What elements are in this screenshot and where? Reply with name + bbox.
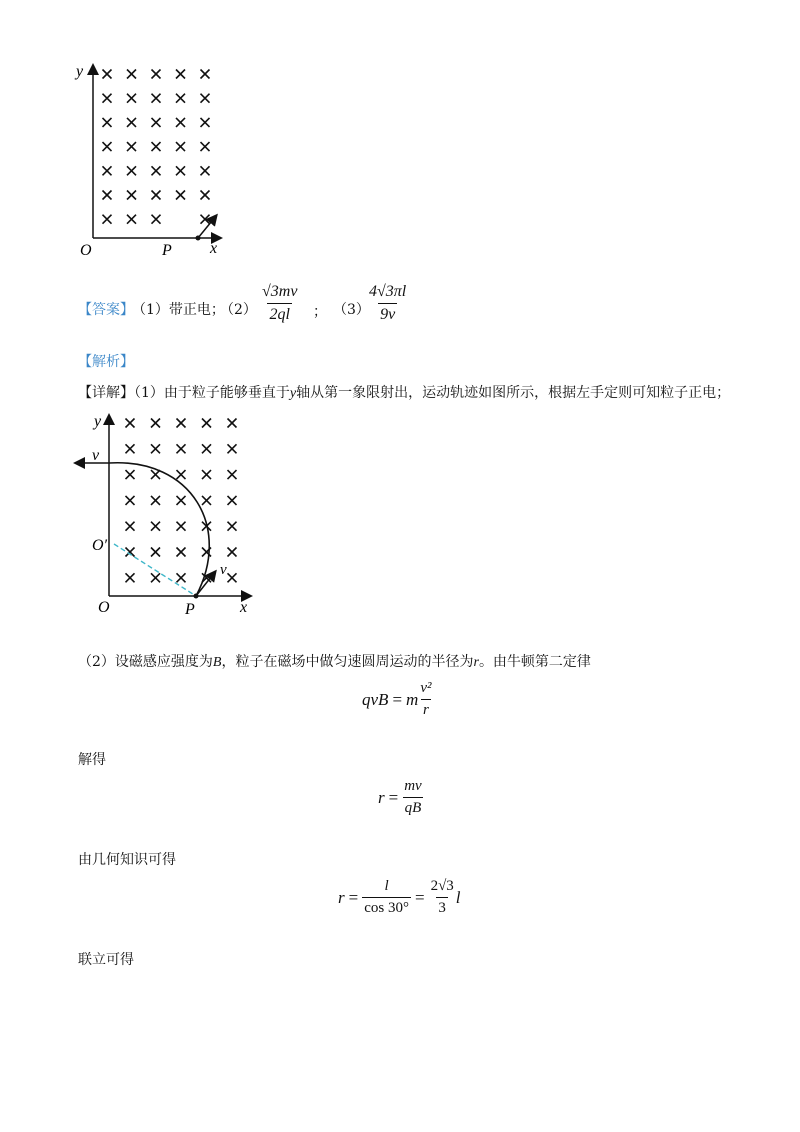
solve-label: 解得 xyxy=(78,752,106,768)
answer-part2-fraction xyxy=(260,283,299,324)
answer-part3-fraction xyxy=(367,283,408,324)
answer-part3-denominator: 9v xyxy=(378,303,397,324)
answer-tag xyxy=(78,300,134,320)
point-p-dot xyxy=(194,594,199,599)
eq1-denominator: r xyxy=(421,699,431,719)
eq3-numerator-2: 2√3 xyxy=(430,878,454,894)
eq1-coef: m xyxy=(406,689,419,709)
eq3-equals-1: = xyxy=(348,887,359,907)
part2-var-r: r xyxy=(473,655,479,670)
answer-part1-label: （1） xyxy=(132,302,169,318)
y-axis-label: y xyxy=(94,413,102,430)
eq3-equals-2: = xyxy=(414,887,425,907)
equation-geometry xyxy=(338,878,461,917)
eq3-lhs: r xyxy=(338,887,345,907)
answer-part1-text: 带正电； xyxy=(168,302,225,318)
answer-part1 xyxy=(132,300,225,320)
eq2-equals: = xyxy=(388,787,399,807)
detail-text-after: 轴从第一象限射出，运动轨迹如图所示，根据左手定则可知粒子正电； xyxy=(296,385,731,401)
entry-velocity-arrow xyxy=(196,572,215,596)
answer-part2-label: （2） xyxy=(220,302,257,318)
point-p-label: P xyxy=(185,601,195,618)
part2-var-b: B xyxy=(212,655,222,670)
exit-velocity-label: v xyxy=(92,447,100,464)
detail-paragraph xyxy=(78,383,730,404)
initial-velocity-arrow xyxy=(198,216,216,238)
part2-text2: ，粒子在磁场中做匀速圆周运动的半径为 xyxy=(221,654,474,670)
equation-newton xyxy=(362,680,433,719)
x-axis-label: x xyxy=(240,599,248,616)
answer-part2-numerator: √3mv xyxy=(262,283,298,300)
origin-label: O xyxy=(98,599,110,616)
eq2-lhs: r xyxy=(378,787,385,807)
eq3-numerator-1: l xyxy=(384,878,389,894)
eq3-denominator-1: cos 30° xyxy=(362,897,411,917)
eq2-numerator: mv xyxy=(404,778,422,794)
field-cross-grid xyxy=(126,419,237,583)
answer-part3-label: （3） xyxy=(333,302,370,318)
answer-part2-denominator: 2ql xyxy=(267,303,291,324)
part2-text3: 。由牛顿第二定律 xyxy=(478,654,591,670)
y-axis-label: y xyxy=(76,63,84,80)
detail-var-y: y xyxy=(289,386,297,401)
eq1-equals: = xyxy=(392,689,403,709)
magnetic-field-figure-1 xyxy=(70,58,230,263)
trajectory-figure-2 xyxy=(72,408,262,618)
eq3-tail: l xyxy=(455,887,461,907)
eq3-denominator-2: 3 xyxy=(436,897,448,917)
origin-label: O xyxy=(80,242,92,259)
analysis-tag: 【解析】 xyxy=(78,354,134,370)
equation-radius xyxy=(378,778,424,817)
answer-separator: ； xyxy=(313,304,327,320)
eq1-lhs: qvB xyxy=(362,689,389,709)
answer-tag-label: 【答案】 xyxy=(78,302,134,318)
detail-tag: 【详解】 xyxy=(78,385,134,401)
x-axis-label: x xyxy=(210,240,218,257)
field-cross-grid xyxy=(103,70,210,224)
part2-paragraph xyxy=(78,652,591,673)
combine-label: 联立可得 xyxy=(78,952,134,968)
geometry-label: 由几何知识可得 xyxy=(78,852,176,868)
point-p-label: P xyxy=(162,242,172,259)
eq2-denominator: qB xyxy=(403,797,424,817)
eq1-numerator: v² xyxy=(420,680,432,696)
detail-text-before: （1）由于粒子能够垂直于 xyxy=(134,385,290,401)
center-label: O′ xyxy=(92,537,108,554)
entry-velocity-label: v xyxy=(220,562,227,578)
answer-part3-numerator: 4√3πl xyxy=(369,283,407,300)
part2-text1: （2）设磁感应强度为 xyxy=(78,654,213,670)
